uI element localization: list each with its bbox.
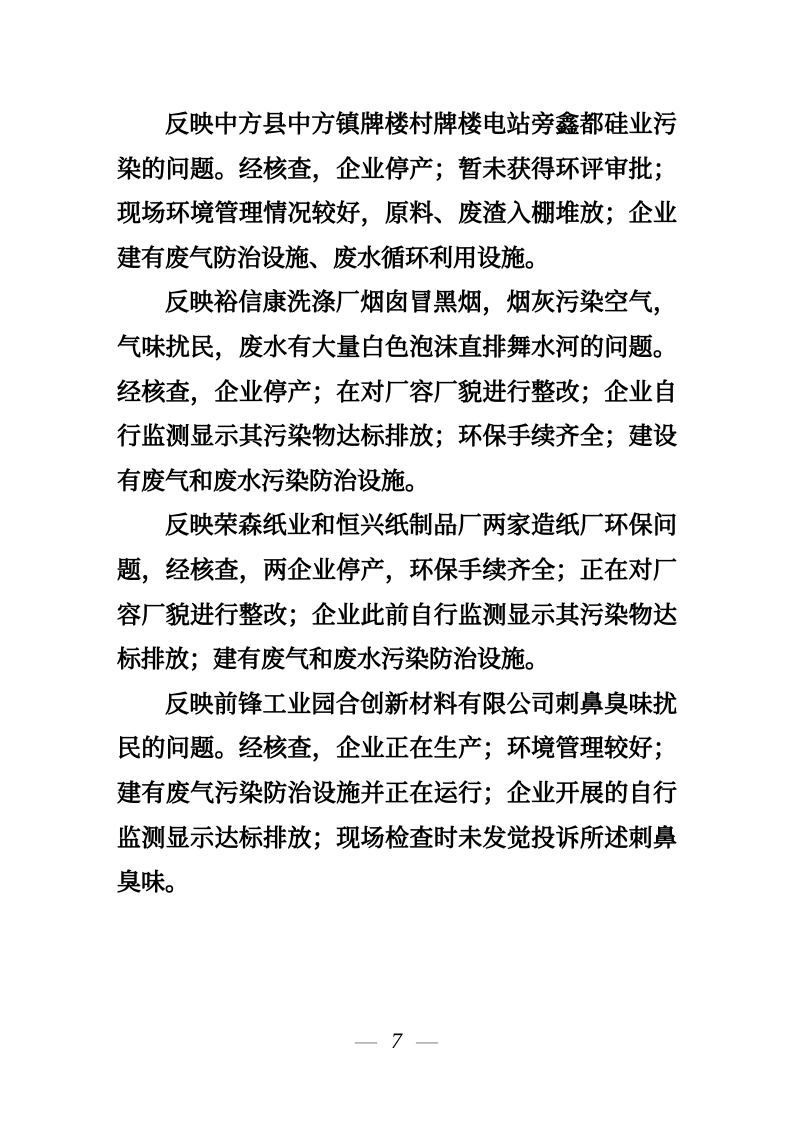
page-footer — [0, 1026, 793, 1056]
page-number: 7 — [391, 1028, 402, 1053]
paragraph-2: 反映裕信康洗涤厂烟囱冒黑烟，烟灰污染空气，气味扰民，废水有大量白色泡沫直排舞水河的问题。经核查，企业停产；在对厂容厂貌进行整改；企业自行监测显示其污染物达标排放；环保手续齐全；建设有废气和废水污染防治设施。 — [117, 290, 677, 495]
paragraph-1: 反映中方县中方镇牌楼村牌楼电站旁鑫都硅业污染的问题。经核查，企业停产；暂未获得环评审批；现场环境管理情况较好，原料、废渣入棚堆放；企业建有废气防治设施、废水循环利用设施。 — [117, 112, 677, 272]
body-text — [117, 103, 677, 906]
footer-dash-right: — — [416, 1028, 438, 1053]
paragraph-3: 反映荣森纸业和恒兴纸制品厂两家造纸厂环保问题，经核查，两企业停产，环保手续齐全；正在对厂容厂貌进行整改；企业此前自行监测显示其污染物达标排放；建有废气和废水污染防治设施。 — [117, 513, 677, 674]
paragraph-4: 反映前锋工业园合创新材料有限公司刺鼻臭味扰民的问题。经核查，企业正在生产；环境管理较好；建有废气污染防治设施并正在运行；企业开展的自行监测显示达标排放；现场检查时未发觉投诉所述刺鼻臭味。 — [117, 691, 677, 897]
footer-dash-left: — — [355, 1028, 377, 1053]
